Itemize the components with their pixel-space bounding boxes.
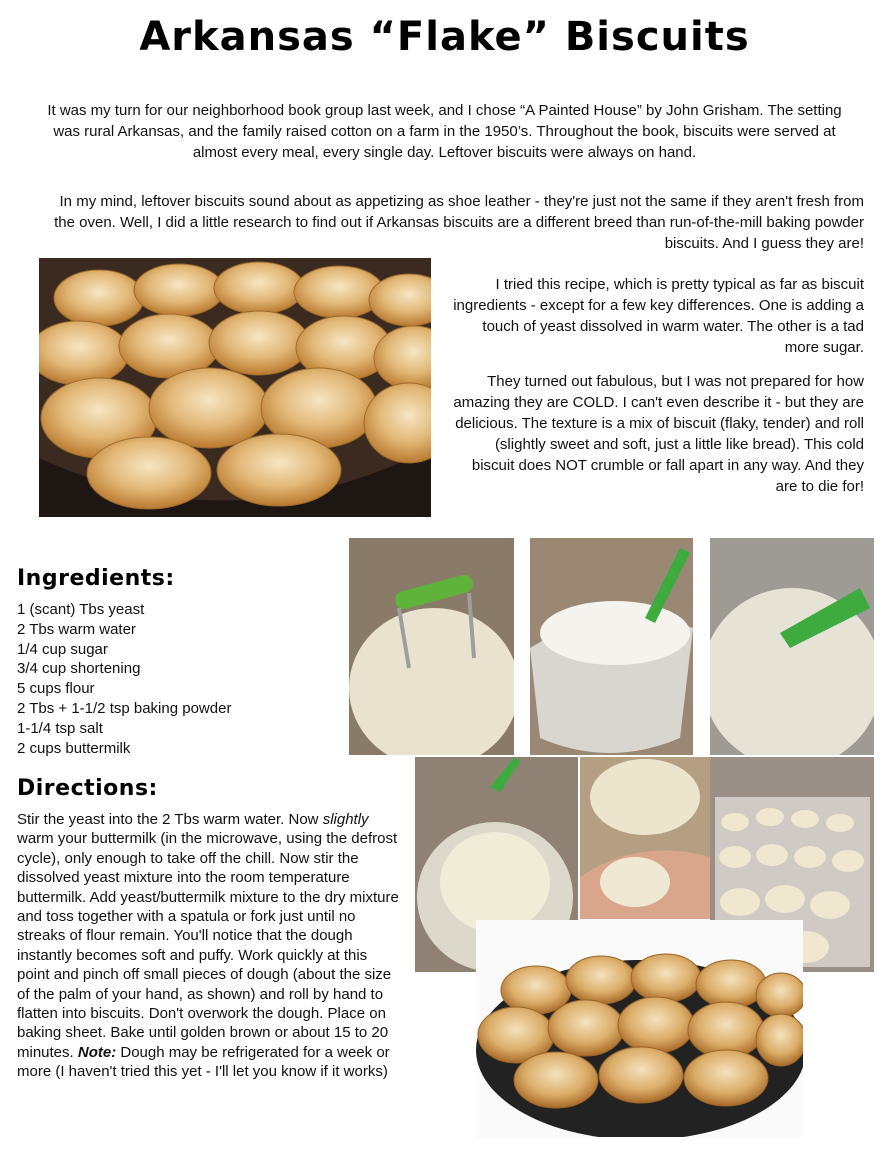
pastry-cutter-flour-photo: [349, 538, 514, 755]
directions-text-part2: warm your buttermilk (in the microwave, using the defrost cycle), only enough to take off the chill. Now stir the dissolved yeast mixture into the room temperature buttermilk. Add yeast/buttermilk mixture to the dry mixture and toss together with a spatula or fork just until no streaks of flour remain. You'll notice that the dough instantly becomes soft and puffy. Work quickly at this point and pinch off small pieces of dough (about the size of the palm of your hand, as shown) and roll by hand to flatten into biscuits. Don't overwork the dough. Place on baking sheet. Bake until golden brown or about 15 to 20 minutes.: [17, 830, 399, 1061]
directions-emphasis: slightly: [322, 811, 369, 828]
side-paragraph-2: They turned out fabulous, but I was not prepared for how amazing they are COLD. I can't even describe it - but they are delicious. The texture is a mix of biscuit (flaky, tender) and roll (slightly sweet and soft, just a little like bread). This cold biscuit does NOT crumble or fall apart in any way. And they are to die for!: [453, 373, 864, 495]
directions-heading: Directions:: [17, 776, 158, 801]
directions-note-label: Note:: [77, 1043, 117, 1061]
baked-biscuits-closeup-photo: [476, 920, 803, 1137]
biscuits-pan-photo: [39, 258, 431, 517]
ingredient-item: 1 (scant) Tbs yeast: [17, 601, 145, 618]
intro-paragraph-2: In my mind, leftover biscuits sound about as appetizing as shoe leather - they're just not the same if they aren't fresh from the oven. Well, I did a little research to find out if Arkansas biscuits are a different breed than run-of-the-mill baking powder biscuits. And I guess they are!: [54, 193, 864, 252]
ingredient-item: 2 Tbs warm water: [17, 620, 136, 638]
ingredient-item: 3/4 cup shortening: [17, 660, 141, 678]
ingredients-list: [17, 600, 231, 758]
ingredient-item: 1-1/4 tsp salt: [17, 719, 103, 737]
intro-paragraph-1: It was my turn for our neighborhood book group last week, and I chose “A Painted House” by John Grisham. The setting was rural Arkansas, and the family raised cotton on a farm in the 1950’s. Throughout the book, biscuits were served at almost every meal, every single day. Leftover biscuits were always on hand.: [47, 102, 842, 161]
mixing-spatula-photo: [710, 538, 874, 755]
ingredient-item: 2 Tbs + 1-1/2 tsp baking powder: [17, 699, 232, 717]
directions-text-part3: Dough may be refrigerated for a week or more (I haven't tried this yet - I'll let you know if it works): [17, 1043, 390, 1081]
directions-text: [17, 810, 402, 1082]
dough-in-hand-photo: [580, 757, 710, 919]
page-title: Arkansas “Flake” Biscuits: [139, 14, 750, 60]
ingredients-heading: Ingredients:: [17, 566, 175, 591]
ingredient-item: 5 cups flour: [17, 680, 95, 698]
side-paragraph-1: I tried this recipe, which is pretty typical as far as biscuit ingredients - except for a few key differences. One is adding a touch of yeast dissolved in warm water. The other is a tad more sugar.: [453, 276, 864, 356]
directions-text-part1: Stir the yeast into the 2 Tbs warm water. Now: [17, 811, 323, 828]
buttermilk-bowl-photo: [530, 538, 693, 755]
ingredient-item: 2 cups buttermilk: [17, 739, 131, 757]
ingredient-item: 1/4 cup sugar: [17, 640, 108, 658]
